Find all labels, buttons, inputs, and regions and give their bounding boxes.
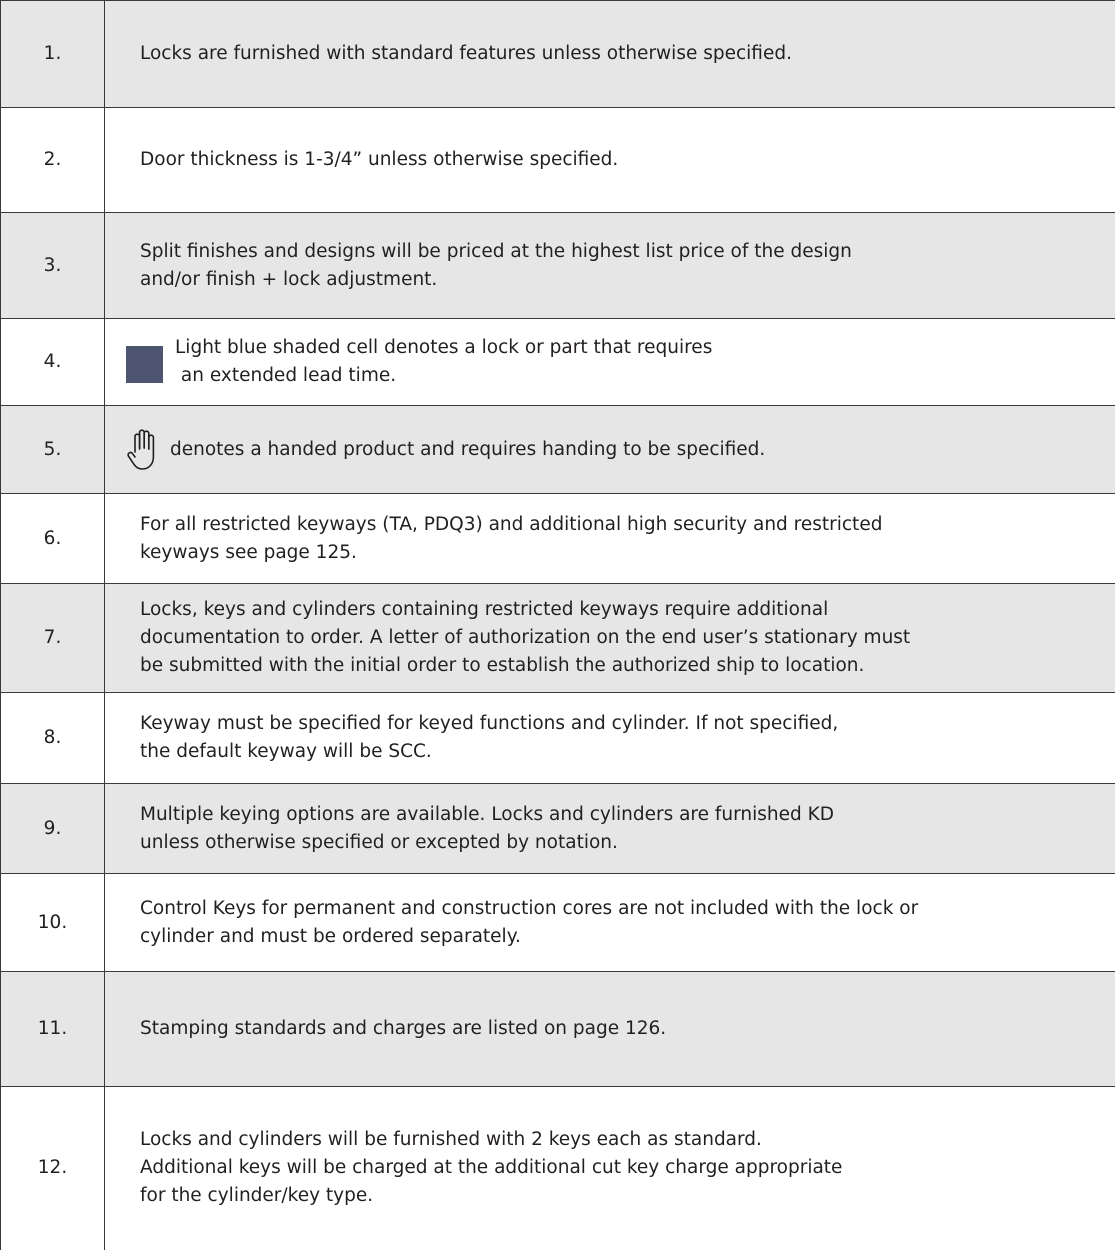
note-line: For all restricted keyways (TA, PDQ3) and additional high security and restricted — [140, 511, 1109, 539]
note-line: Keyway must be specified for keyed functions and cylinder. If not specified, — [140, 710, 1109, 738]
note-text — [105, 784, 1115, 874]
note-line: keyways see page 125. — [140, 539, 1109, 567]
note-line: an extended lead time. — [175, 362, 712, 390]
note-row-6 — [1, 494, 1115, 584]
note-row-1 — [1, 1, 1115, 108]
note-row-3 — [1, 213, 1115, 319]
note-number: 1. — [1, 1, 105, 108]
note-row-10 — [1, 874, 1115, 972]
note-text — [105, 319, 1115, 406]
note-line: Additional keys will be charged at the additional cut key charge appropriate — [140, 1154, 1109, 1182]
note-number: 6. — [1, 494, 105, 584]
note-number: 10. — [1, 874, 105, 972]
note-row-12 — [1, 1087, 1115, 1250]
note-line: for the cylinder/key type. — [140, 1182, 1109, 1210]
note-text — [105, 693, 1115, 784]
note-text — [105, 494, 1115, 584]
note-line: the default keyway will be SCC. — [140, 738, 1109, 766]
note-number: 4. — [1, 319, 105, 406]
note-number: 9. — [1, 784, 105, 874]
note-text — [105, 874, 1115, 972]
note-row-7 — [1, 584, 1115, 693]
note-line: documentation to order. A letter of authorization on the end user’s stationary must — [140, 624, 1109, 652]
note-text — [105, 213, 1115, 319]
note-line: denotes a handed product and requires handing to be specified. — [170, 436, 765, 464]
note-row-5 — [1, 406, 1115, 494]
note-line: Multiple keying options are available. Locks and cylinders are furnished KD — [140, 801, 1109, 829]
note-number: 5. — [1, 406, 105, 494]
note-text — [105, 1, 1115, 108]
note-line: Control Keys for permanent and construction cores are not included with the lock or — [140, 895, 1109, 923]
note-line: Door thickness is 1-3/4” unless otherwise specified. — [140, 146, 1109, 174]
note-line: cylinder and must be ordered separately. — [140, 923, 1109, 951]
note-line: Locks and cylinders will be furnished with 2 keys each as standard. — [140, 1126, 1109, 1154]
note-number: 12. — [1, 1087, 105, 1250]
note-row-11 — [1, 972, 1115, 1087]
note-line: Locks, keys and cylinders containing restricted keyways require additional — [140, 596, 1109, 624]
note-row-9 — [1, 784, 1115, 874]
note-line: and/or finish + lock adjustment. — [140, 266, 1109, 294]
note-text — [105, 584, 1115, 693]
note-number: 8. — [1, 693, 105, 784]
note-line: be submitted with the initial order to establish the authorized ship to location. — [140, 652, 1109, 680]
note-text — [105, 108, 1115, 213]
note-line: Light blue shaded cell denotes a lock or part that requires — [175, 334, 712, 362]
note-row-8 — [1, 693, 1115, 784]
note-line: Stamping standards and charges are listed on page 126. — [140, 1015, 1109, 1043]
note-text — [105, 972, 1115, 1087]
note-number: 3. — [1, 213, 105, 319]
note-row-4 — [1, 319, 1115, 406]
note-line: Locks are furnished with standard features unless otherwise specified. — [140, 40, 1109, 68]
note-number: 11. — [1, 972, 105, 1087]
hand-icon — [126, 427, 164, 473]
note-line: unless otherwise specified or excepted by notation. — [140, 829, 1109, 857]
note-number: 2. — [1, 108, 105, 213]
note-line: Split finishes and designs will be priced at the highest list price of the design — [140, 238, 1109, 266]
note-number: 7. — [1, 584, 105, 693]
note-text — [105, 1087, 1115, 1250]
note-text — [105, 406, 1115, 494]
note-row-2 — [1, 108, 1115, 213]
shaded-swatch-icon — [126, 346, 163, 383]
